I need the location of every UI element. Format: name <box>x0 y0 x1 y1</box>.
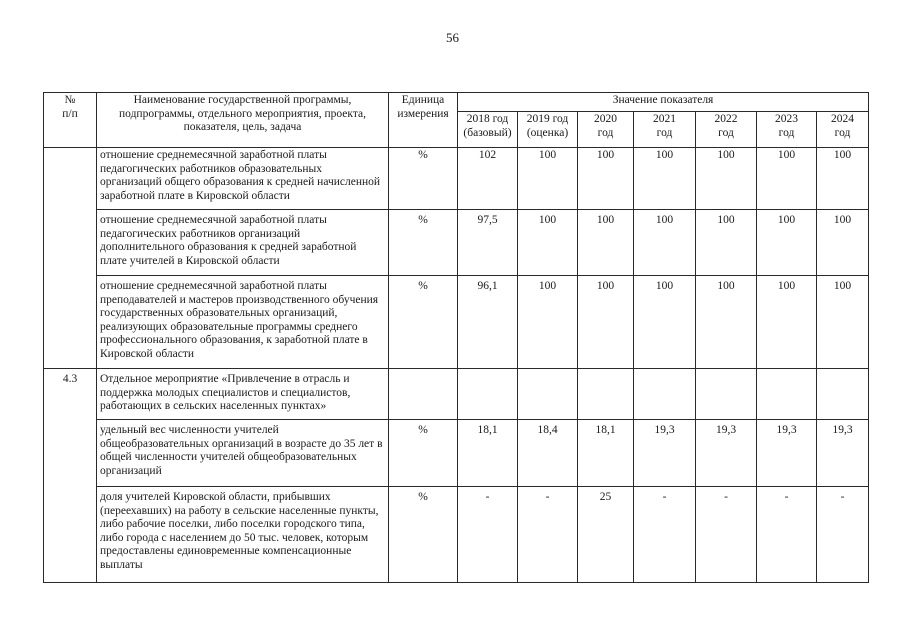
year-label: 2022 <box>714 113 738 125</box>
unit-cell: % <box>389 487 458 583</box>
table-row <box>44 210 869 276</box>
year-note: год <box>778 126 795 139</box>
header-year-2024 <box>817 112 869 148</box>
unit-cell: % <box>389 420 458 487</box>
unit-cell <box>389 369 458 420</box>
table-row <box>44 487 869 583</box>
row-number <box>44 148 97 369</box>
value-2023: 100 <box>757 276 817 369</box>
year-label: 2019 год <box>526 113 569 125</box>
table-row <box>44 276 869 369</box>
row-number: 4.3 <box>44 369 97 583</box>
value-2020 <box>578 369 634 420</box>
year-note: год <box>656 126 673 139</box>
table-row <box>44 369 869 420</box>
value-2022: 19,3 <box>696 420 757 487</box>
value-2018: 97,5 <box>458 210 518 276</box>
indicator-name: отношение среднемесячной заработной платы педагогических работников образовательных организаций общего образования к средней начисленной заработной плате в Кировской области <box>97 148 389 210</box>
value-2022: 100 <box>696 210 757 276</box>
value-2023: 100 <box>757 210 817 276</box>
year-note: год <box>718 126 734 139</box>
value-2020: 100 <box>578 276 634 369</box>
value-2019 <box>518 369 578 420</box>
value-2021: 19,3 <box>634 420 696 487</box>
value-2018: 96,1 <box>458 276 518 369</box>
value-2024 <box>817 369 869 420</box>
value-2018 <box>458 369 518 420</box>
unit-cell: % <box>389 276 458 369</box>
table-body <box>44 148 869 583</box>
value-2021: - <box>634 487 696 583</box>
page-number: 56 <box>446 30 459 45</box>
value-2023: 100 <box>757 148 817 210</box>
unit-cell: % <box>389 210 458 276</box>
value-2019: 18,4 <box>518 420 578 487</box>
header-name: Наименование государственной программы, подпрограммы, отдельного мероприятия, проекта, показателя, цель, задача <box>97 93 389 148</box>
table-row <box>44 148 869 210</box>
header-values: Значение показателя <box>458 93 869 112</box>
value-2024: 100 <box>817 210 869 276</box>
indicator-name: доля учителей Кировской области, прибывших (переехавших) на работу в сельские населенные пункты, либо рабочие поселки, либо поселки городского типа, либо города с населением до 50 тыс. человек, которым предоставлены единовременные компенсационные выплаты <box>97 487 389 583</box>
table-row <box>44 420 869 487</box>
value-2023: 19,3 <box>757 420 817 487</box>
indicator-name: удельный вес численности учителей общеобразовательных организаций в возрасте до 35 лет в общей численности учителей общеобразовательных организаций <box>97 420 389 487</box>
value-2019: 100 <box>518 210 578 276</box>
year-note: год <box>597 126 614 139</box>
value-2021: 100 <box>634 276 696 369</box>
value-2022: 100 <box>696 276 757 369</box>
year-note: (базовый) <box>463 126 512 139</box>
value-2021: 100 <box>634 210 696 276</box>
year-note: (оценка) <box>526 126 569 139</box>
header-unit: Единица измерения <box>389 93 458 148</box>
header-year-2018 <box>458 112 518 148</box>
value-2020: 25 <box>578 487 634 583</box>
header-year-2022 <box>696 112 757 148</box>
indicator-name: отношение среднемесячной заработной платы педагогических работников организаций дополнительного образования к средней заработной плате учителей в Кировской области <box>97 210 389 276</box>
value-2020: 100 <box>578 210 634 276</box>
header-year-2020 <box>578 112 634 148</box>
header-number <box>44 93 97 148</box>
value-2018: 18,1 <box>458 420 518 487</box>
indicators-table <box>43 92 869 583</box>
value-2023: - <box>757 487 817 583</box>
value-2019: - <box>518 487 578 583</box>
header-year-2021 <box>634 112 696 148</box>
header-year-2023 <box>757 112 817 148</box>
value-2019: 100 <box>518 276 578 369</box>
value-2021: 100 <box>634 148 696 210</box>
year-label: 2018 год <box>466 113 509 125</box>
value-2022: 100 <box>696 148 757 210</box>
value-2020: 100 <box>578 148 634 210</box>
unit-cell: % <box>389 148 458 210</box>
table-header <box>44 93 869 148</box>
value-2024: 100 <box>817 148 869 210</box>
year-note: год <box>834 126 851 139</box>
indicator-name: отношение среднемесячной заработной платы преподавателей и мастеров производственного обучения государственных образовательных организаций, реализующих образовательные программы среднего профессионального образования, к заработной плате в Кировской области <box>97 276 389 369</box>
header-number-line2: п/п <box>62 107 78 120</box>
value-2024: - <box>817 487 869 583</box>
header-number-line1: № <box>64 94 76 106</box>
header-year-2019 <box>518 112 578 148</box>
value-2024: 19,3 <box>817 420 869 487</box>
value-2019: 100 <box>518 148 578 210</box>
value-2022 <box>696 369 757 420</box>
value-2023 <box>757 369 817 420</box>
value-2024: 100 <box>817 276 869 369</box>
year-label: 2024 <box>831 113 855 125</box>
value-2018: - <box>458 487 518 583</box>
year-label: 2020 <box>594 113 617 125</box>
value-2018: 102 <box>458 148 518 210</box>
value-2022: - <box>696 487 757 583</box>
value-2021 <box>634 369 696 420</box>
value-2020: 18,1 <box>578 420 634 487</box>
measure-name: Отдельное мероприятие «Привлечение в отрасль и поддержка молодых специалистов и специалистов, работающих в сельских населенных пунктах» <box>97 369 389 420</box>
year-label: 2023 <box>775 113 798 125</box>
year-label: 2021 <box>653 113 676 125</box>
